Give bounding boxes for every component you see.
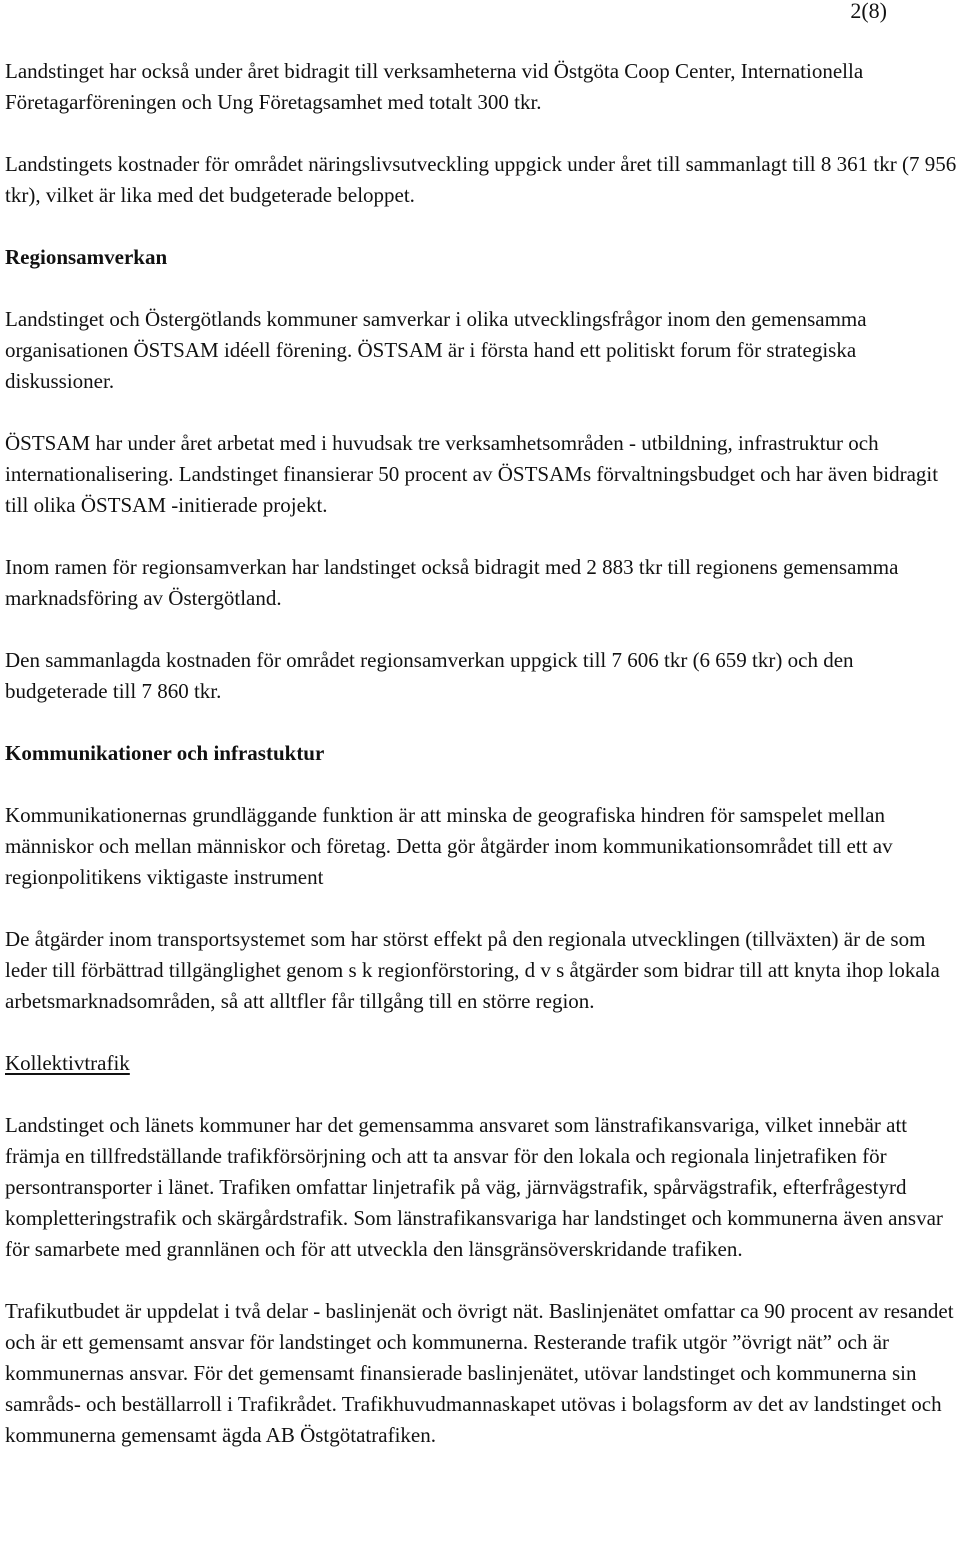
document-body — [5, 56, 957, 1482]
heading-kollektivtrafik: Kollektivtrafik — [5, 1051, 130, 1075]
heading-regionsamverkan: Regionsamverkan — [5, 245, 168, 269]
paragraph-communication-function: Kommunikationernas grundläggande funktion är att minska de geografiska hindren för samspelet mellan människor och mellan människor och företag. Detta gör åtgärder inom kommunikationsområdet till ett av regionpolitikens viktigaste instrument — [5, 803, 893, 889]
paragraph-public-transport-responsibility: Landstinget och länets kommuner har det gemensamma ansvaret som länstrafikansvariga, vilket innebär att främja en tillfredställande trafikförsörjning och att ta ansvar för den lokala och regionala linjetrafiken för persontransporter i länet. Trafiken omfattar linjetrafik på väg, järnvägstrafik, spårvägstrafik, efterfrågestyrd kompletteringstrafik och skärgårdstrafik. Som länstrafikansvariga har landstinget och kommunerna även ansvar för samarbete med grannlänen och för att utveckla den länsgränsöverskridande trafiken. — [5, 1113, 943, 1261]
paragraph-ostsam-intro: Landstinget och Östergötlands kommuner samverkar i olika utvecklingsfrågor inom den gemensamma organisationen ÖSTSAM idéell förening. ÖSTSAM är i första hand ett politiskt forum för strategiska diskussioner. — [5, 307, 867, 393]
paragraph-business-costs: Landstingets kostnader för området näringslivsutveckling uppgick under året till sammanlagt till 8 361 tkr (7 956 tkr), vilket är lika med det budgeterade beloppet. — [5, 152, 957, 207]
page-number: 2(8) — [850, 0, 887, 23]
paragraph-support: Landstinget har också under året bidragit till verksamheterna vid Östgöta Coop Center, Internationella Företagarföreningen och Ung Företagsamhet med totalt 300 tkr. — [5, 59, 864, 114]
paragraph-marketing: Inom ramen för regionsamverkan har landstinget också bidragit med 2 883 tkr till regionens gemensamma marknadsföring av Östergötland. — [5, 555, 899, 610]
heading-kommunikationer: Kommunikationer och infrastuktur — [5, 741, 325, 765]
paragraph-ostsam-activities: ÖSTSAM har under året arbetat med i huvudsak tre verksamhetsområden - utbildning, infrastruktur och internationalisering. Landstinget finansierar 50 procent av ÖSTSAMs förvaltningsbudget och har även bidragit till olika ÖSTSAM -initierade projekt. — [5, 431, 939, 517]
paragraph-region-costs: Den sammanlagda kostnaden för området regionsamverkan uppgick till 7 606 tkr (6 659 tkr) och den budgeterade till 7 860 tkr. — [5, 648, 854, 703]
paragraph-transport-measures: De åtgärder inom transportsystemet som har störst effekt på den regionala utvecklingen (tillväxten) är de som leder till förbättrad tillgänglighet genom s k regionförstoring, d v s åtgärder som bidrar till att knyta ihop lokala arbetsmarknadsområden, så att alltfler får tillgång till en större region. — [5, 927, 940, 1013]
paragraph-traffic-supply: Trafikutbudet är uppdelat i två delar - baslinjenät och övrigt nät. Baslinjenätet omfattar ca 90 procent av resandet och är ett gemensamt ansvar för landstinget och kommunerna. Resterande trafik utgör ”övrigt nät” och är kommunernas ansvar. För det gemensamt finansierade baslinjenätet, utövar landstinget och kommunerna sin samråds- och beställarroll i Trafikrådet. Trafikhuvudmannaskapet utövas i bolagsform av det av landstinget och kommunerna gemensamt ägda AB Östgötatrafiken. — [5, 1299, 954, 1447]
